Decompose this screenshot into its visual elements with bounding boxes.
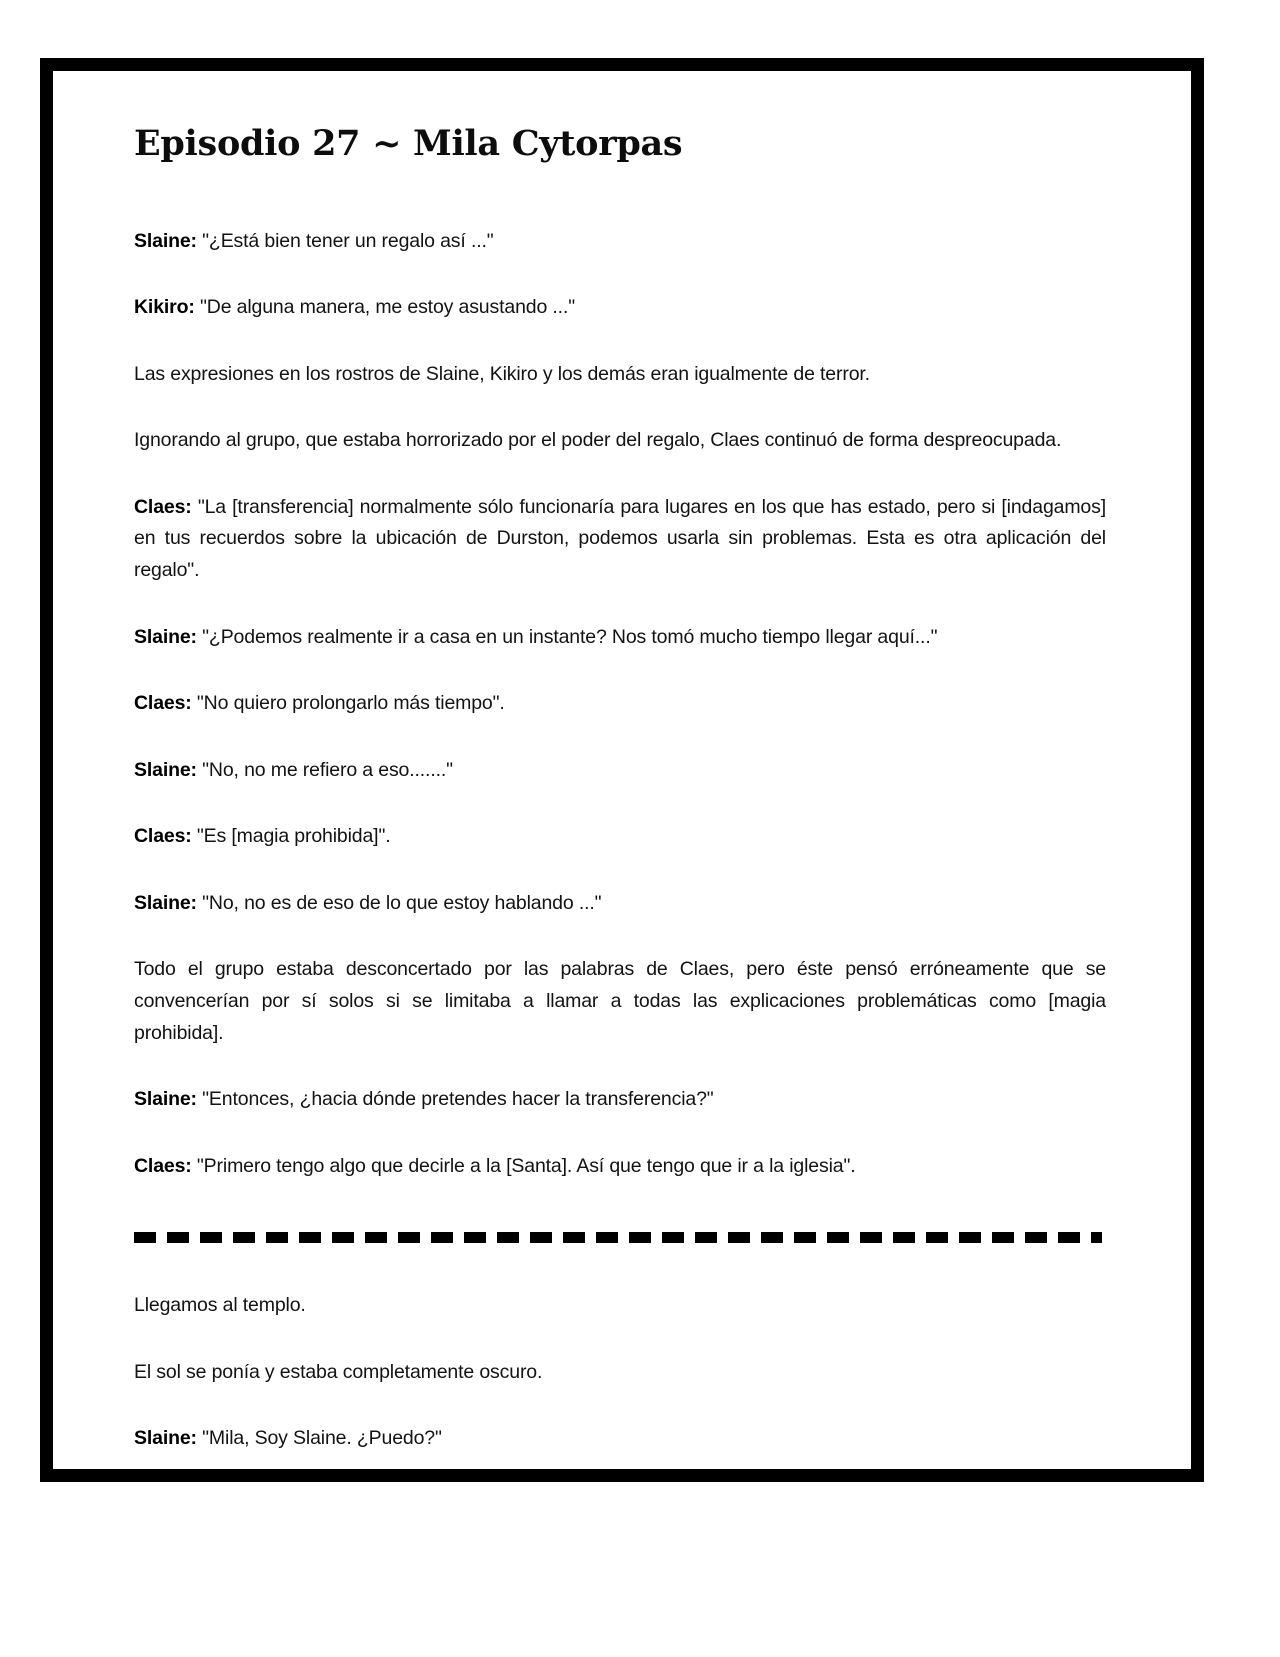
dialogue-line xyxy=(134,226,1106,258)
line-text: "De alguna manera, me estoy asustando ..." xyxy=(194,296,575,319)
speaker-label: Slaine: xyxy=(134,229,197,252)
speaker-label: Claes: xyxy=(134,692,192,715)
line-text: "Mila, Soy Slaine. ¿Puedo?" xyxy=(196,1427,442,1450)
chapter-body-after-break xyxy=(134,1290,1106,1455)
page-title: Episodio 27 ~ Mila Cytorpas xyxy=(134,123,683,164)
speaker-label: Slaine: xyxy=(134,891,197,914)
dialogue-line xyxy=(134,622,1106,654)
line-text: "¿Podemos realmente ir a casa en un instante? Nos tomó mucho tiempo llegar aquí..." xyxy=(196,625,938,648)
dialogue-line xyxy=(134,888,1106,920)
narration-paragraph xyxy=(134,1290,1106,1322)
speaker-label: Slaine: xyxy=(134,758,197,781)
speaker-label: Claes: xyxy=(134,1154,192,1177)
chapter-body xyxy=(134,226,1106,1183)
chapter-content xyxy=(134,125,1106,1455)
line-text: "La [transferencia] normalmente sólo funcionaría para lugares en los que has estado, pero si [indagamos] en tus recuerdos sobre la ubicación de Durston, podemos usarla sin problemas. Esta es otra aplicación del regalo". xyxy=(134,495,1106,581)
line-text: Llegamos al templo. xyxy=(134,1294,306,1317)
line-text: El sol se ponía y estaba completamente oscuro. xyxy=(134,1360,543,1383)
speaker-label: Kikiro: xyxy=(134,296,195,319)
speaker-label: Claes: xyxy=(134,825,192,848)
line-text: "Es [magia prohibida]". xyxy=(191,825,391,848)
dialogue-line xyxy=(134,1423,1106,1455)
dialogue-line xyxy=(134,821,1106,853)
dialogue-line xyxy=(134,1151,1106,1183)
dialogue-line xyxy=(134,755,1106,787)
page-border-frame xyxy=(40,58,1204,1482)
narration-paragraph xyxy=(134,425,1106,457)
line-text: "Primero tengo algo que decirle a la [Santa]. Así que tengo que ir a la iglesia". xyxy=(191,1154,856,1177)
line-text: "No, no es de eso de lo que estoy hablando ..." xyxy=(196,891,602,914)
narration-paragraph xyxy=(134,359,1106,391)
scene-break-divider xyxy=(134,1232,1102,1243)
dialogue-line xyxy=(134,1084,1106,1116)
narration-paragraph xyxy=(134,954,1106,1049)
dialogue-line xyxy=(134,688,1106,720)
line-text: "No quiero prolongarlo más tiempo". xyxy=(191,692,505,715)
speaker-label: Claes: xyxy=(134,495,192,518)
speaker-label: Slaine: xyxy=(134,625,197,648)
line-text: Las expresiones en los rostros de Slaine, Kikiro y los demás eran igualmente de terror. xyxy=(134,362,870,385)
line-text: "Entonces, ¿hacia dónde pretendes hacer la transferencia?" xyxy=(196,1088,714,1111)
line-text: Ignorando al grupo, que estaba horrorizado por el poder del regalo, Claes continuó de forma despreocupada. xyxy=(134,429,1062,452)
line-text: "¿Está bien tener un regalo así ..." xyxy=(196,229,494,252)
dialogue-line xyxy=(134,292,1106,324)
line-text: Todo el grupo estaba desconcertado por las palabras de Claes, pero éste pensó erróneamente que se convencerían por sí solos si se limitaba a llamar a todas las explicaciones problemáticas como [magia prohibida]. xyxy=(134,958,1106,1044)
speaker-label: Slaine: xyxy=(134,1427,197,1450)
narration-paragraph xyxy=(134,1357,1106,1389)
dialogue-line xyxy=(134,492,1106,587)
speaker-label: Slaine: xyxy=(134,1088,197,1111)
line-text: "No, no me refiero a eso......." xyxy=(196,758,453,781)
